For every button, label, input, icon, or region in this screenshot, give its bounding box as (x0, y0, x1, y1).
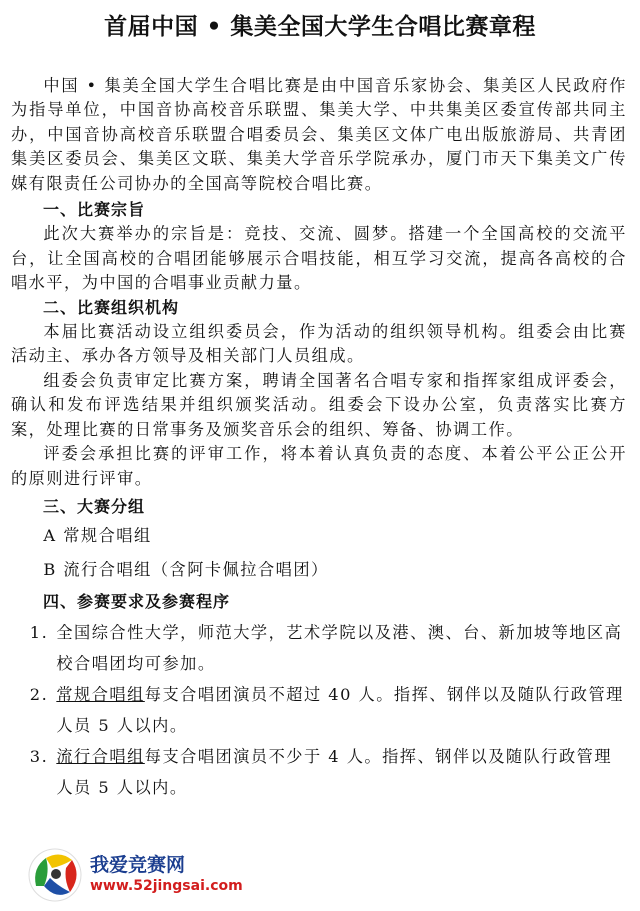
requirement-text (56, 741, 627, 803)
section-heading-groups: 三、大赛分组 (43, 496, 146, 516)
document-body (11, 74, 627, 803)
document-title: 首届中国 • 集美全国大学生合唱比赛章程 (104, 14, 536, 40)
underlined-group-name: 常规合唱组 (56, 685, 145, 705)
requirement-item-1 (11, 617, 627, 679)
section-heading-purpose: 一、比赛宗旨 (43, 200, 146, 220)
watermark-site-url: www.52jingsai.com (90, 878, 243, 894)
requirement-text (56, 679, 627, 741)
underlined-group-name: 流行合唱组 (56, 747, 145, 767)
group-item-pop: B 流行合唱组（含阿卡佩拉合唱团） (43, 560, 329, 580)
section-heading-organization: 二、比赛组织机构 (43, 297, 180, 317)
organization-paragraph-3: 评委会承担比赛的评审工作，将本着认真负责的态度、本着公平公正公开的原则进行评审。 (11, 444, 627, 488)
intro-paragraph: 中国 • 集美全国大学生合唱比赛是由中国音乐家协会、集美区人民政府作为指导单位，中国音协高校音乐联盟、集美大学、中共集美区委宣传部共同主办，中国音协高校音乐联盟合唱委员会、集美区文体广电出版旅游局、共青团集美区委员会、集美区文联、集美大学音乐学院承办，厦门市天下集美文广传媒有限责任公司协办的全国高等院校合唱比赛。 (11, 76, 627, 193)
requirement-number: 3. (29, 747, 49, 767)
requirement-detail: 每支合唱团演员不超过 40 人。指挥、钢伴以及随队行政管理人员 5 人以内。 (56, 685, 624, 736)
watermark-site-name: 我爱竞赛网 (90, 854, 186, 876)
organization-paragraph-2: 组委会负责审定比赛方案，聘请全国著名合唱专家和指挥家组成评委会，确认和发布评选结果并组织颁奖活动。组委会下设办公室，负责落实比赛方案，处理比赛的日常事务及颁奖音乐会的组织、筹备、协调工作。 (11, 370, 627, 439)
organization-paragraph-1: 本届比赛活动设立组织委员会，作为活动的组织领导机构。组委会由比赛活动主、承办各方领导及相关部门人员组成。 (11, 322, 627, 366)
purpose-paragraph: 此次大赛举办的宗旨是：竞技、交流、圆梦。搭建一个全国高校的交流平台，让全国高校的合唱团能够展示合唱技能，相互学习交流，提高各高校的合唱水平，为中国的合唱事业贡献力量。 (11, 224, 627, 293)
requirement-number: 2. (29, 685, 49, 705)
colorful-figure-logo-icon (26, 846, 84, 904)
site-watermark (26, 844, 243, 906)
section-heading-requirements: 四、参赛要求及参赛程序 (43, 592, 231, 612)
group-item-regular: A 常规合唱组 (43, 526, 152, 546)
requirement-number: 1. (29, 623, 49, 643)
requirement-detail: 每支合唱团演员不少于 4 人。指挥、钢伴以及随队行政管理人员 5 人以内。 (56, 747, 613, 798)
requirement-text: 全国综合性大学，师范大学，艺术学院以及港、澳、台、新加坡等地区高校合唱团均可参加。 (56, 623, 623, 674)
requirement-item-3 (11, 741, 627, 803)
requirement-item-2 (11, 679, 627, 741)
